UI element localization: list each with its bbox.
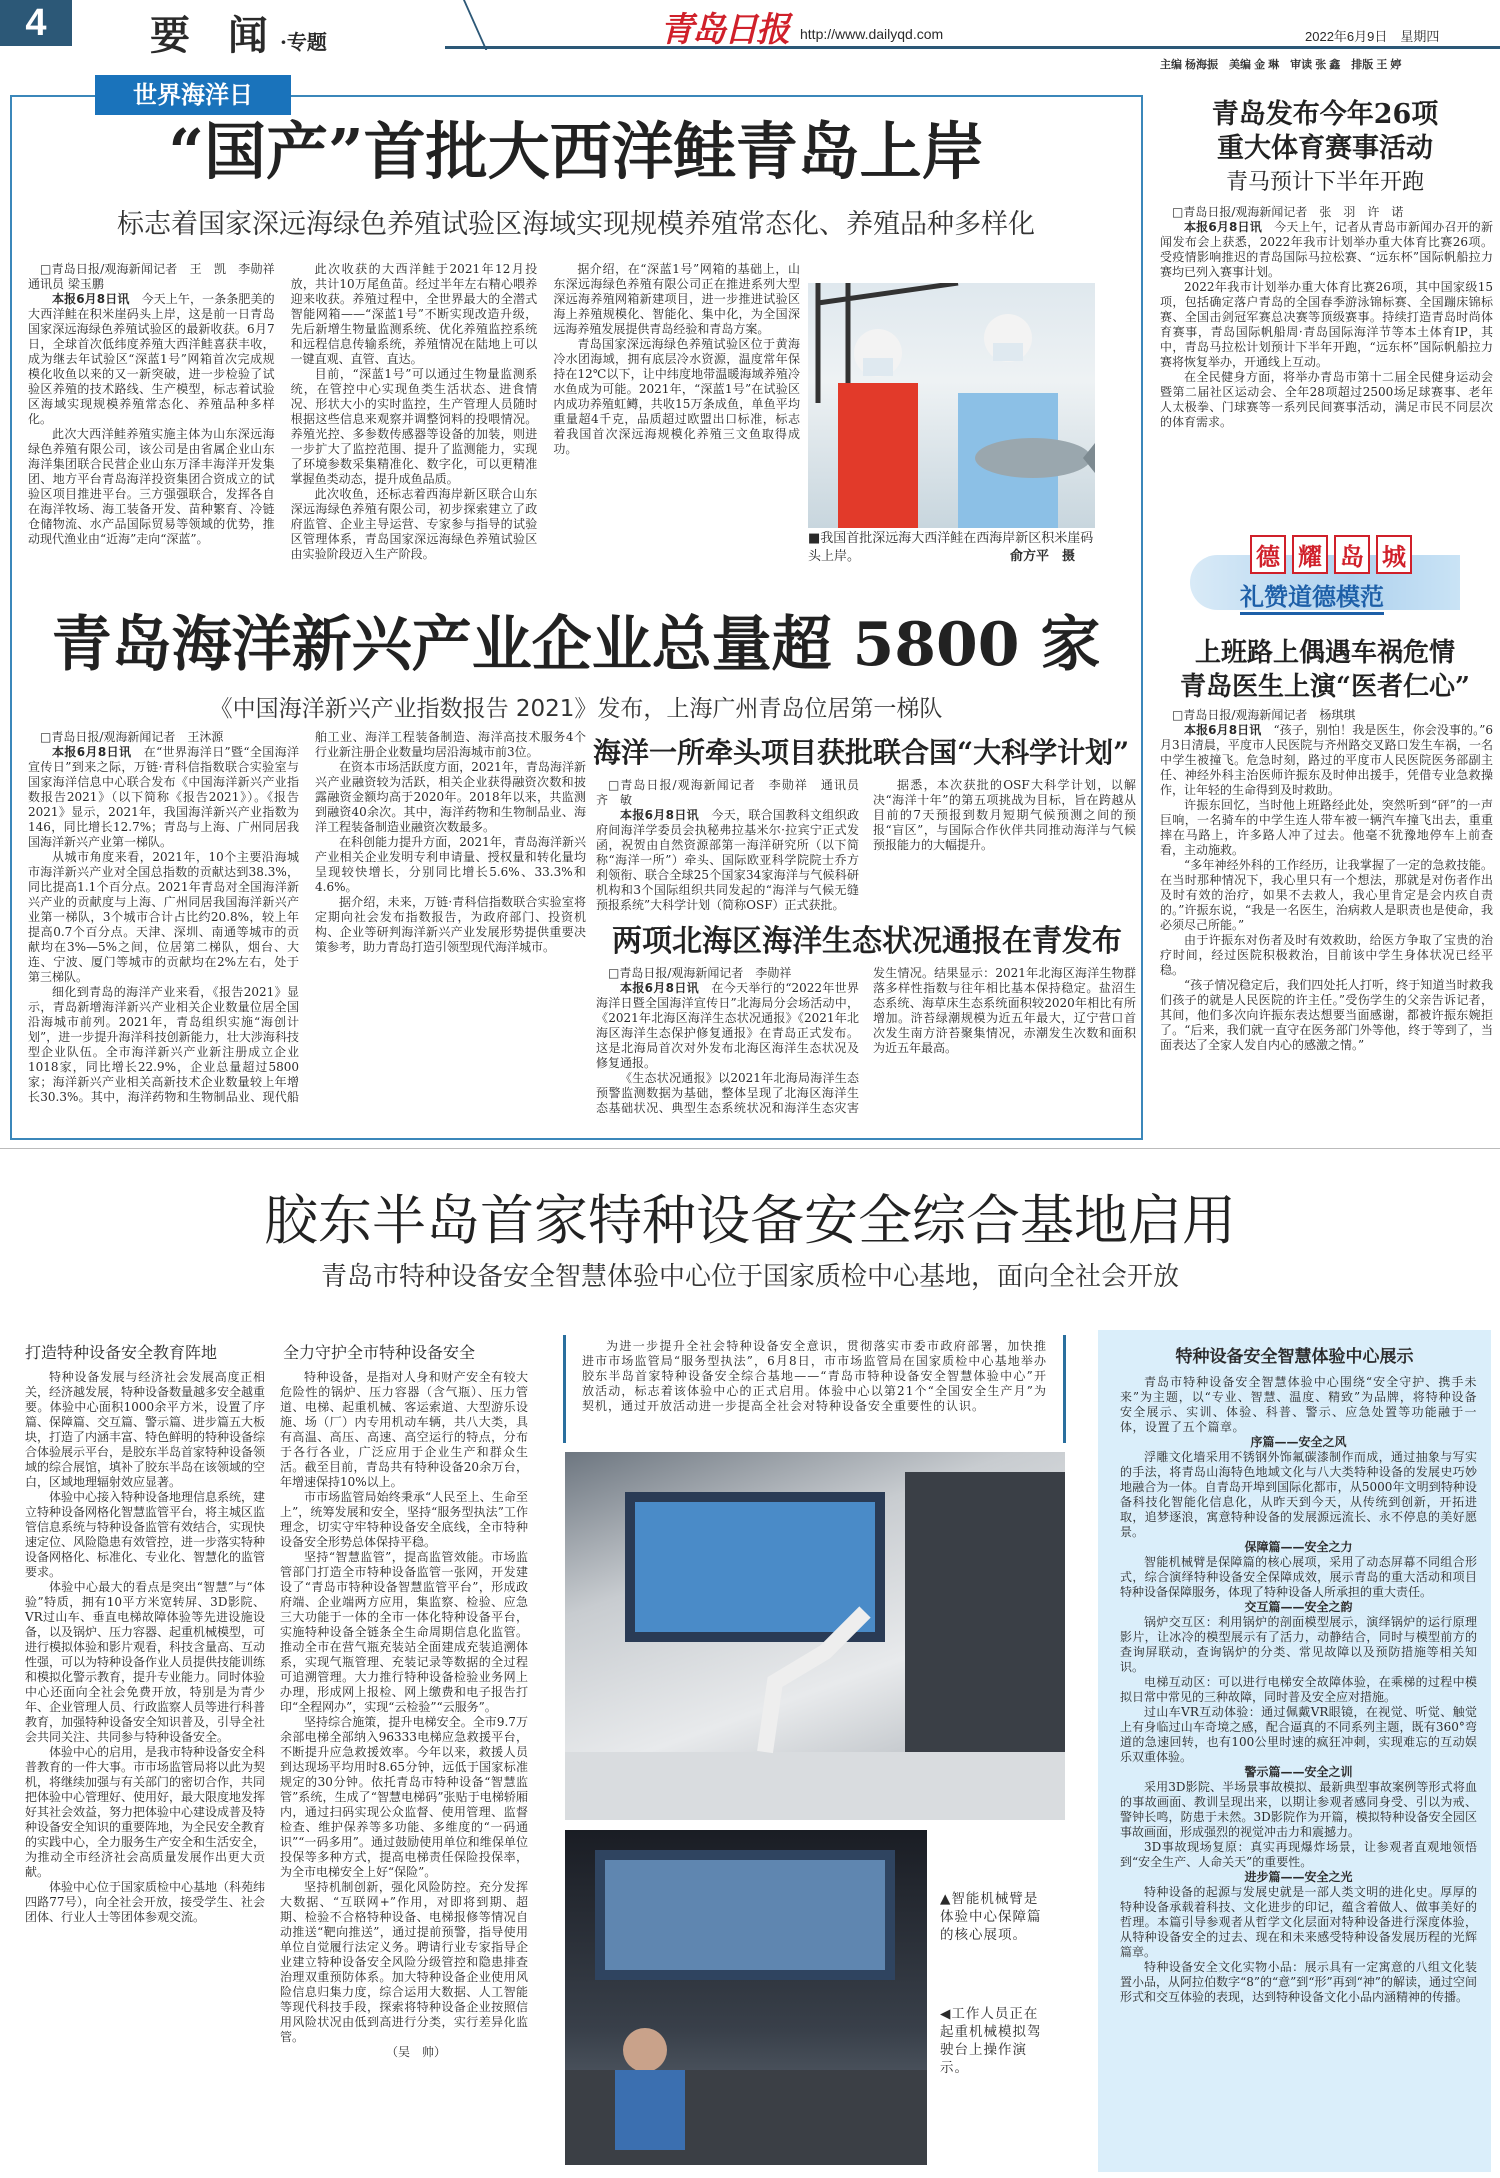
article-body [28,262,800,567]
dateline: 本报6月8日讯 [620,808,700,822]
paragraph-text: 在“世界海洋日”暨“全国海洋宣传日”到来之际，万链·青科信指数联合实验室与国家海洋信息中心联合发布《中国海洋新兴产业指数报告2021》（以下简称《报告2021》）。《报告2021》显示，2021年，我国海洋新兴产业指数为146，同比增长12.7%；青岛与上海、广州同居我国海洋新兴产业第一梯队。 [28,745,299,849]
paragraph: 据悉，本次获批的OSF大科学计划，以解决“海洋十年”的第五项挑战为目标，旨在跨越从目前的7天预报到数月短期气候预测之间的预报“盲区”，与国际合作伙伴共同推动海洋与气候预报能力的大幅提升。 [873,778,1136,852]
byline: □青岛日报/观海新闻记者 李勋祥 [608,966,792,980]
paragraph-text: 今天上午，记者从青岛市新闻办召开的新闻发布会上获悉，2022年我市计划举办重大体育比赛26项。受疫情影响推迟的青岛国际马拉松赛、“远东杯”国际帆船拉力赛均已列入赛事计划。 [1160,220,1493,279]
paragraph: 许振东回忆，当时他上班路经此处，突然听到“砰”的一声巨响，一名骑车的中学生连人带车被一辆汽车撞飞出去，重重摔在马路上，许多路人冲了过去。他毫不犹豫地停车上前查看，主动施救。 [1160,798,1493,857]
paragraph: 体验中心最大的看点是突出“智慧”与“体验”特质，拥有10平方米宽转屏、3D影院、VR过山车、垂直电梯故障体验等先进设施设备，以及锅炉、压力容器、起重机械模型，可进行模拟体验和影片观看，科技含量高、互动性强，可以为特种设备作业人员提供技能训练和模拟化警示教育，提升专业能力。同时体验中心还面向全社会免费开放，特别是为青少年、企业管理人员、行政监察人员等进行科普教育，加强特种设备安全知识普及，引导全社会共同关注、共同参与特种设备安全。 [25,1580,266,1744]
paragraph: 智能机械臂是保障篇的核心展项，采用了动态屏幕不同组合形式，综合演绎特种设备安全保障成效，展示青岛的重大活动和项目特种设备保障服务，体现了特种设备人所承担的重大责任。 [1120,1555,1477,1599]
paragraph: 据介绍，未来，万链·青科信指数联合实验室将定期向社会发布指数报告，为政府部门、投资机构、企业等研判海洋新兴产业发展形势提供重要决策参考，助力青岛打造引领型现代海洋城市。 [315,895,586,954]
caption-text: ■我国首批深远海大西洋鲑在西海岸新区积米崖码头上岸。 [808,531,1094,564]
editorial-staff: 主编 杨海振 美编 金 琳 审读 张 鑫 排版 王 婷 [1160,59,1402,71]
paragraph: 从城市角度来看，2021年，10个主要沿海城市海洋新兴产业对全国总指数的贡献达到38.3%，同比提高1.1个百分点。2021年青岛对全国海洋新兴产业的贡献度与上海、广州同居我国海洋新兴产业第一梯队，3个城市合计占比约20.8%，较上年提高0.7个百分点。天津、深圳、南通等城市的贡献均在3%—5%之间，位居第二梯队，烟台、大连、宁波、厦门等城市的贡献均在2%左右，处于第三梯队。 [28,850,299,984]
header-divider [405,0,487,50]
salmon-photo [808,283,1095,528]
paragraph: “孩子情况稳定后，我们四处托人打听，终于知道当时救我们孩子的就是人民医院的许主任。”受伤学生的父亲告诉记者，其间，他们多次向许振东表达想要当面感谢，都被许振东婉拒了。“后来，我们就一直守在医务部门外等他，终于等到了，当面表达了全家人发自内心的感激之情。” [1160,978,1493,1052]
article-headline: 青岛海洋新兴产业企业总量超 5800 家 [51,610,1101,680]
paragraph: 体验中心位于国家质检中心基地（科苑纬四路77号），向全社会开放，接受学生、社会团体、行业人士等团体参观交流。 [25,1880,266,1924]
section-sub: ·专题 [279,30,327,54]
paragraph-text: 今天，联合国教科文组织政府间海洋学委员会执秘弗拉基米尔·拉宾宁正式发函，祝贺由自然资源部第一海洋研究所（以下简称“海洋一所”）牵头、国际欧亚科学院院士乔方利领衔、联合全球25个国家34家海洋与气候科研机构和3个国际组织共同发起的“海洋与气候无缝预报系统”大科学计划（简称OSF）正式获批。 [596,808,859,912]
paragraph: 在科创能力提升方面，2021年，青岛海洋新兴产业相关企业发明专利申请量、授权量和转化量均呈现较快增长，分别同比增长5.6%、33.3%和4.6%。 [315,835,586,894]
headline-line: 重大体育赛事活动 [1217,133,1433,164]
paragraph: 坚持机制创新，强化风险防控。充分发挥大数据、“互联网+”作用，对即将到期、超期、检验不合格特种设备、电梯报修等情况自动推送“靶向推送”，通过提前预警，指导使用单位自觉履行法定义务。聘请行业专家指导企业建立特种设备安全风险分级管控和隐患排查治理双重预防体系。加大特种设备企业使用风险信息归集力度，综合运用大数据、人工智能等现代科技手段，探索将特种设备企业按照信用风险状况由低到高进行分类，实行差异化监管。 [280,1880,528,2044]
paragraph: 特种设备，是指对人身和财产安全有较大危险性的锅炉、压力容器（含气瓶）、压力管道、电梯、起重机械、客运索道、大型游乐设施、场（厂）内专用机动车辆，共八大类，具有高温、高压、高速、高空运行的特点，分布于各行各业，广泛应用于企业生产和群众生活。截至目前，青岛共有特种设备20余万台，年增速保持10%以上。 [280,1370,528,1489]
intro-text [566,1335,1063,1418]
article-headline: 两项北海区海洋生态状况通报在青发布 [612,924,1122,959]
paragraph [1160,220,1493,280]
photo-caption: ◀工作人员正在起重机械模拟驾驶台上操作演示。 [940,2006,1042,2076]
photo-caption: ▲智能机械臂是体验中心保障篇的核心展项。 [940,1891,1042,1943]
dateline: 本报6月8日讯 [620,981,700,995]
salmon-photo-illustration [808,283,1095,528]
paragraph: 细化到青岛的海洋产业来看，《报告2021》显示，青岛新增海洋新兴产业相关企业数量位居全国沿海城市前列。2021年，青岛组织实施“海创计划”，进一步提升海洋科技创新能力，壮大涉海科技型企业队伍。全市海洋新兴产业新注册成立企业1018家，同比增长22.9%，企业总量超过5800家；海洋新兴产业相关高新技术企业数量较上年增长30.3%。其中，海洋药物和生物制品业、现代船舶工业、海洋工程装备制造、海洋高技术服务4个行业新注册企业数量均居沿海城市前3位。 [28,730,586,1104]
paragraph [28,292,275,427]
article-headline: “国产”首批大西洋鲑青岛上岸 [168,115,984,188]
issue-date: 2022年6月9日 星期四 [1305,29,1440,44]
showcase-panel [1098,1330,1491,2172]
feature-headline: 胶东半岛首家特种设备安全综合基地启用 [264,1189,1236,1252]
article-subtitle: 青马预计下半年开跑 [1225,170,1424,195]
paragraph: 在资本市场活跃度方面，2021年，青岛海洋新兴产业融资较为活跃，相关企业获得融资次数和披露融资金额均高于2020年。2018年以来，共监测到融资40余次。其中，海洋药物和生物制品业、海洋工程装备制造业融资次数最多。 [315,760,586,834]
headline-line: 青岛发布今年26项 [1211,99,1439,130]
paragraph: 此次收获的大西洋鲑于2021年12月投放，共计10万尾鱼苗。经过半年左右精心喂养迎来收获。养殖过程中，全世界最大的全潜式智能网箱——“深蓝1号”不断实现改造升级，先后新增生物量监测系统、优化养殖监控系统和远程信息传输系统，养殖情况在陆地上可以一键直观、直管、直达。 [290,262,538,366]
banner-char: 德 [1250,535,1286,574]
paragraph: 3D事故现场复原：真实再现爆炸场景，让参观者直观地领悟到“安全生产、人命关天”的重要性。 [1120,1840,1477,1869]
dateline: 本报6月8日讯 [1184,220,1262,234]
intro-bracket [563,1335,1066,1443]
paragraph [596,808,859,913]
banner-char: 岛 [1334,535,1370,574]
paragraph: 体验中心的启用，是我市特种设备安全科普教育的一件大事。市市场监管局将以此为契机，将继续加强与有关部门的密切合作，共同把体验中心管理好、使用好，最大限度地发挥好其社会效益，努力把体验中心建设成普及特种设备安全知识的重要阵地，为全民安全教育的实践中心，全力服务生产安全和生活安全，为推动全市经济社会高质量发展作出更大贡献。 [25,1745,266,1879]
moral-model-banner [1190,535,1460,615]
column-heading: 全力守护全市特种设备安全 [283,1343,476,1362]
paragraph: “多年神经外科的工作经历，让我掌握了一定的急救技能。在当时那种情况下，我心里只有一个想法，那就是对伤者作出及时有效的治疗，如果不去救人，我心里肯定是会内疚自责的。”许振东说，“我是一名医生，治病救人是职责也是使命，我必须尽己所能。” [1160,858,1493,932]
byline: □青岛日报/观海新闻记者 王 凯 李勋祥 通讯员 梁玉鹏 [28,262,287,291]
paragraph: 浮雕文化墙采用不锈钢外饰氟碳漆制作而成，通过抽象与写实的手法，将青岛山海特色地域文化与八大类特种设备的发展史巧妙地融合为一体。自青岛开埠到国际化都市，从5000年文明到特种设备科技化智能化信息化，从昨天到今天，从传统到创新，开拓进取，追梦逐浪，寓意特种设备的发展源远流长、永不停息的美好愿景。 [1120,1450,1477,1539]
banner-slogan: 礼赞道德模范 [1240,577,1384,615]
paragraph: 特种设备发展与经济社会发展高度正相关，经济越发展，特种设备数量越多安全越重要。体验中心面积1000余平方米，设置了序篇、保障篇、交互篇、警示篇、进步篇五大板块，打造了内涵丰富、特色鲜明的特种设备综合体验展示平台，是胶东半岛首家特种设备领域的综合展馆，填补了胶东半岛在该领域的空白，区域地理辐射效应显著。 [25,1370,266,1489]
paragraph: 《生态状况通报》以2021年北海局海洋生态预警监测数据为基础，整体呈现了北海区海洋生态基础状况、典型生态系统状况和海洋生态灾害发生情况。结果显示：2021年北海区海洋生物群落多样性指数与往年相比基本保持稳定。盐沼生态系统、海草床生态系统面积较2020年相比有所增加。浒苔绿潮规模为近五年最大，辽宁营口首次发生南方浒苔聚集情况，赤潮发生次数和面积为近五年最高。 [596,966,1136,1115]
paragraph-text: 今天上午，一条条肥美的大西洋鲑在积米崖码头上岸，这是前一日青岛国家深远海绿色养殖试验区的最新收获。6月7日，全球首次低纬度养殖大西洋鲑喜获丰收，成为继去年试验区“深蓝1号”网箱首次完成规模化收鱼以来的又一新突破，进一步检验了试验区养殖的技术路线、生产模型，标志着试验区海域实现规模养殖常态化、养殖品种多样化。 [28,292,275,426]
paragraph: 锅炉交互区：利用锅炉的剖面模型展示，演绎锅炉的运行原理影片，让冰冷的模型展示有了活力，动静结合，同时与模型前方的查询屏联动，查询锅炉的分类、常见故障以及预防措施等相关知识。 [1120,1615,1477,1674]
dateline: 本报6月8日讯 [52,745,132,759]
article-headline: 海洋一所牵头项目获批联合国“大科学计划” [593,736,1130,769]
article-subtitle: 《中国海洋新兴产业指数报告 2021》发布，上海广州青岛位居第一梯队 [209,696,943,722]
paragraph: 由于许振东对伤者及时有效救助，给医方争取了宝贵的治疗时间，经过医院积极救治，目前该中学生身体状况已经平稳。 [1160,933,1493,977]
byline: □青岛日报/观海新闻记者 王沐源 [40,730,224,744]
paragraph-text: 在今天举行的“2022年世界海洋日暨全国海洋宣传日”北海局分会场活动中，《2021年北海区海洋生态状况通报》《2021年北海区海洋生态保护修复通报》在青岛正式发布。这是北海局首次对外发布北海区海洋生态状况及修复通报。 [596,981,859,1070]
crane-simulator-photo [565,1830,927,2165]
paragraph-text: “孩子，别怕！我是医生，你会没事的。”6月3日清晨，平度市人民医院与齐州路交叉路口发生车祸，一名中学生被撞飞。危急时刻，路过的平度市人民医院医务部副主任、神经外科主治医师许振东及时伸出援手，凭借专业急救操作，让年轻的生命得到及时救助。 [1160,723,1493,797]
section-title: 警示篇——安全之训 [1244,1765,1353,1779]
article-body [596,966,1136,1128]
article-body [28,730,586,1130]
feature-subtitle: 青岛市特种设备安全智慧体验中心位于国家质检中心基地，面向全社会开放 [320,1262,1179,1292]
paragraph: 特种设备安全文化实物小品：展示具有一定寓意的八组文化装置小品，从阿拉伯数字“8”的“意”到“形”再到“神”的解读，通过空间形式和交互体验的表现，达到特种设备文化小品内涵精神的传播。 [1120,1960,1477,2004]
section-title: 序篇——安全之风 [1250,1435,1347,1449]
article-headline [1160,636,1490,704]
column-body [280,1370,528,2060]
header-rule [445,46,1500,49]
paragraph: 青岛国家深远海绿色养殖试验区位于黄海冷水团海域，拥有底层冷水资源，温度常年保持在12℃以下，让中纬度地带温暖海域养殖冷水鱼成为可能。2021年，“深蓝1号”在试验区内成功养殖虹鳟，共收15万条成鱼，单鱼平均重量超4千克，品质超过欧盟出口标准，标志着我国首次深远海规模化养殖三文鱼取得成功。 [553,337,800,456]
article-subtitle: 标志着国家深远海绿色养殖试验区海域实现规模养殖常态化、养殖品种多样化 [117,209,1035,240]
section-title [150,4,327,61]
website-url[interactable]: http://www.dailyqd.com [800,26,944,42]
paragraph: 目前，“深蓝1号”可以通过生物量监测系统，在管控中心实现鱼类生活状态、进食情况、形状大小的实时监控，生产管理人员随时根据这些信息来观察并调整饲料的投喂情况。养殖光控、多参数传感器等设备的加装，则进一步扩大了监控范围、提升了监测能力，实现了环境参数采集精准化、数字化，可以更精准掌握鱼类动态，提升成鱼品质。 [290,367,538,486]
paragraph: 坚持“智慧监管”，提高监管效能。市场监管部门打造全市特种设备监管一张网，开发建设了“青岛市特种设备智慧监管平台”，形成政府端、企业端两方应用，集监察、检验、应急三大功能于一体的全市一体化特种设备平台，实施特种设备全链条全生命周期信息化监管。推动全市在营气瓶充装站全面建成充装追溯体系，实现气瓶管理、充装记录等数据的全过程可追溯管理。大力推行特种设备检验业务网上办理，形成网上报检、网上缴费和电子报告打印“全程网办”，实现“云检验”“云服务”。 [280,1550,528,1714]
paragraph: 特种设备的起源与发展史就是一部人类文明的进化史。厚厚的特种设备承载着科技、文化进步的印记，蕴含着做人、做事美好的哲理。本篇引导参观者从哲学文化层面对特种设备进行深度体验，从特种设备安全的过去、现在和未来感受特种设备发展历程的光辉篇章。 [1120,1885,1477,1959]
paragraph: 2022年我市计划举办重大体育比赛26项，其中国家级15项，包括确定落户青岛的全国春季游泳锦标赛、全国蹦床锦标赛、全国击剑冠军赛总决赛等顶级赛事。持续打造青岛时尚体育赛事，青岛国际帆船周·青岛国际海洋节等本土体育IP，其中，青岛马拉松计划预计下半年开跑，“远东杯”国际帆船拉力赛将恢复举办，开通线上互动。 [1160,280,1493,369]
article-body [596,778,1136,924]
feature-tag: 世界海洋日 [95,75,291,115]
photo-caption [808,530,1095,566]
showcase-intro: 青岛市特种设备安全智慧体验中心围绕“安全守护、携手未来”为主题，以“专业、智慧、温度、精致”为品牌，将特种设备安全展示、实训、体验、科普、警示、应急处置等功能融于一体，设置了五个篇章。 [1120,1375,1477,1434]
byline: □青岛日报/观海新闻记者 杨琪琪 [1172,708,1356,722]
newspaper-logo: 青岛日报 [660,10,788,50]
paragraph: 市市场监管局始终秉承“人民至上、生命至上”，统筹发展和安全，坚持“服务型执法”工作理念，切实守牢特种设备安全底线，全市特种设备安全形势总体保持平稳。 [280,1490,528,1549]
paragraph: 体验中心接入特种设备地理信息系统，建立特种设备网格化智慧监管平台，将主城区监管信息系统与特种设备监管有效结合，实现快速定位、风险隐患有效管控，进一步落实特种设备网格化、标准化、专业化、智慧化的监管要求。 [25,1490,266,1579]
paragraph: 过山车VR互动体验：通过佩戴VR眼镜，在视觉、听觉、触觉上有身临过山车奇境之感，配合逼真的不同系列主题，既有360°弯道的急速回转，也有100公里时速的疯狂冲刺，实现难忘的互动娱乐双重体验。 [1120,1705,1477,1764]
signature: （吴 帅） [385,2045,446,2059]
section-title: 进步篇——安全之光 [1244,1870,1353,1884]
crane-simulator-illustration [565,1830,927,2165]
headline-line: 青岛医生上演“医者仁心” [1180,672,1470,702]
byline: □青岛日报/观海新闻记者 张 羽 许 诺 [1172,205,1404,219]
article-body [1160,205,1493,430]
showcase-body [1098,1367,1491,2005]
robot-arm-illustration [565,1452,1065,1820]
article-body [1160,708,1493,1053]
article-headline [1160,98,1490,200]
robot-arm-photo [565,1452,1065,1820]
showcase-title: 特种设备安全智慧体验中心展示 [1175,1347,1414,1367]
photo-credit: 俞方平 摄 [1009,549,1075,564]
column-body [25,1370,265,1925]
headline-line: 上班路上偶遇车祸危情 [1194,638,1455,668]
section-name: 要 闻 [150,12,280,59]
banner-char: 耀 [1292,535,1328,574]
dateline: 本报6月8日讯 [52,292,130,306]
byline: □青岛日报/观海新闻记者 李勋祥 通讯员 齐 敏 [596,778,872,807]
column-heading: 打造特种设备安全教育阵地 [25,1343,218,1362]
banner-char: 城 [1376,535,1412,574]
paragraph [596,981,859,1071]
page-number: 4 [0,0,72,46]
paragraph: 坚持综合施策，提升电梯安全。全市9.7万余部电梯全部纳入96333电梯应急救援平台，不断提升应急救援效率。今年以来，救援人员到达现场平均用时8.65分钟，远低于国家标准规定的30分钟。依托青岛市特种设备“智慧监管”系统，生成了“智慧电梯码”张贴于电梯轿厢内，通过扫码实现公众监督、使用管理、监督检查、维护保养等多功能、多维度的“一码通识”“一码多用”。通过鼓励使用单位和维保单位投保等多种方式，提高电梯责任保险投保率，为全市电梯安全上好“保险”。 [280,1715,528,1879]
paragraph [1160,723,1493,798]
dateline: 本报6月8日讯 [1184,723,1262,737]
paragraph [28,745,299,850]
section-title: 交互篇——安全之韵 [1244,1600,1353,1614]
paragraph: 此次收鱼，还标志着西海岸新区联合山东深远海绿色养殖有限公司，初步探索建立了政府监管、企业主导运营、专家参与指导的试验区管理体系，青岛国家深远海绿色养殖试验区由实验阶段迈入生产阶段。 [290,487,538,561]
banner-title [1250,535,1412,574]
intro-paragraph: 为进一步提升全社会特种设备安全意识，贯彻落实市委市政府部署，加快推进市市场监管局“服务型执法”，6月8日，市市场监管局在国家质检中心基地举办胶东半岛首家特种设备安全综合基地——“青岛市特种设备安全智慧体验中心”开放活动，标志着该体验中心的正式启用。体验中心以第21个“全国安全生产月”为契机，通过开放活动进一步提高全社会对特种设备安全重要性的认识。 [582,1339,1047,1413]
paragraph: 采用3D影院、半场景事故模拟、最新典型事故案例等形式将血的事故画面、教训呈现出来，以期让参观者感同身受、引以为戒、警钟长鸣，防患于未然。3D影院作为开篇，模拟特种设备安全园区事故画面，形成强烈的视觉冲击力和震撼力。 [1120,1780,1477,1839]
section-title: 保障篇——安全之力 [1244,1540,1353,1554]
paragraph: 据介绍，在“深蓝1号”网箱的基础上，山东深远海绿色养殖有限公司正在推进系列大型深远海养殖网箱新建项目，进一步推进试验区海上养殖规模化、智能化、集中化，为全国深远海养殖发展提供青岛经验和青岛方案。 [553,262,800,336]
section-divider [0,1148,1500,1149]
paragraph: 此次大西洋鲑养殖实施主体为山东深远海绿色养殖有限公司，该公司是由省属企业山东海洋集团联合民营企业山东万泽丰海洋开发集团、地方平台青岛海洋投资集团合资成立的试验区项目推进平台。三方强强联合，发挥各自在海洋牧场、海工装备开发、苗种繁育、冷链仓储物流、水产品国际贸易等领域的优势，推动现代渔业由“近海”走向“深蓝”。 [28,427,275,546]
paragraph: 在全民健身方面，将举办青岛市第十二届全民健身运动会暨第二届社区运动会、全年28项超过2500场足球赛事、老年人太极拳、门球赛等一系列民间赛事活动，满足市民不同层次的体育需求。 [1160,370,1493,429]
paragraph: 电梯互动区：可以进行电梯安全故障体验，在乘梯的过程中模拟日常中常见的三种故障，同时普及安全应对措施。 [1120,1675,1477,1704]
